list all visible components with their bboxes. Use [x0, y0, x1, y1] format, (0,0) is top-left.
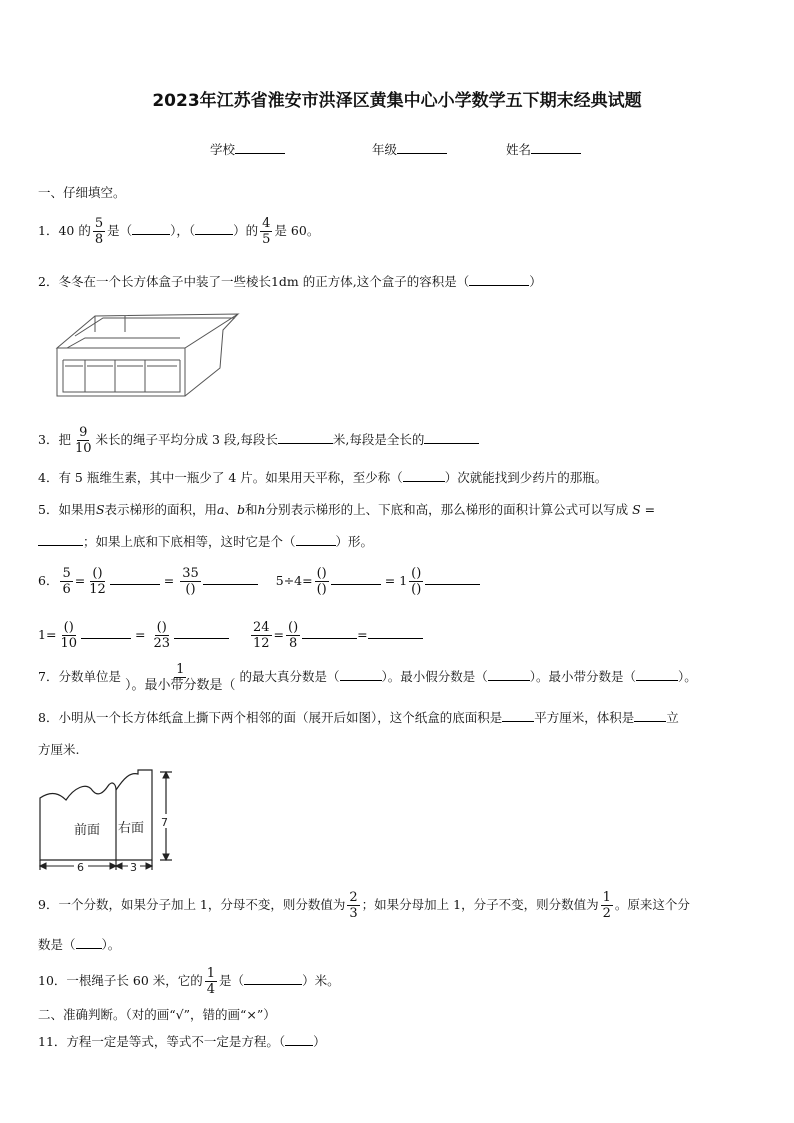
- box-figure: [55, 308, 245, 400]
- fraction: $\frac{4}{5}$: [262, 216, 271, 247]
- question-3: 3．把 $\frac{9}{10}$ 米长的绳子平均分成 3 段,每段长 米,每段是全长的: [38, 425, 479, 456]
- question-8: 8．小明从一个长方体纸盒上撕下两个相邻的面（展开后如图），这个纸盒的底面积是 平方厘米，体积是 立: [38, 710, 679, 725]
- section-2-heading: 二、准确判断。（对的画“√”，错的画“×”）: [38, 1007, 276, 1022]
- section-1-heading: 一、仔细填空。: [38, 185, 126, 200]
- question-6-row2: 1= $\frac{()}{10}$ = $\frac{()}{23}$ $\frac{24}{12}$ = $\frac{()}{8}$ =: [38, 620, 423, 651]
- question-2: 2．冬冬在一个长方体盒子中装了一些棱长1dm 的正方体,这个盒子的容积是（ ）: [38, 274, 542, 289]
- question-10: 10．一根绳子长 60 米，它的 $\frac{1}{4}$ 是（ ）米。: [38, 966, 340, 997]
- question-4: 4．有 5 瓶维生素，其中一瓶少了 4 片。如果用天平称，至少称（ ）次就能找到少药片的那瓶。: [38, 470, 608, 485]
- question-11: 11．方程一定是等式，等式不一定是方程。（ ）: [38, 1034, 326, 1049]
- question-9-cont: 数是（ ）。: [38, 937, 121, 952]
- right-face-label: 右面: [118, 821, 145, 836]
- front-face-label: 前面: [74, 823, 101, 838]
- page-title: 2023年江苏省淮安市洪泽区黄集中心小学数学五下期末经典试题: [152, 91, 642, 111]
- question-5-cont: ；如果上底和下底相等，这时它是个（ ）形。: [38, 532, 373, 550]
- name-field: [506, 140, 581, 158]
- question-6: 6． $\frac{5}{6}$ = $\frac{()}{12}$ = $\frac{35}{()}$ 5÷4= $\frac{()}{()}$ = 1 $\frac{()}{()}$: [38, 566, 480, 597]
- fraction: $\frac{5}{8}$: [94, 216, 104, 247]
- height-label-7: 7: [161, 816, 168, 829]
- fraction: $\frac{9}{10}$: [74, 425, 92, 456]
- name-label: 姓名: [506, 142, 532, 157]
- grade-label: 年级: [372, 142, 398, 157]
- question-5: 5．如果用S表示梯形的面积，用a、b和h分别表示梯形的上、下底和高，那么梯形的面积计算公式可以写成 S =: [38, 502, 656, 517]
- grade-field: [372, 140, 447, 158]
- school-label: 学校: [210, 142, 236, 157]
- question-1: 1．40 的 $\frac{5}{8}$ 是（ ），（ ）的 $\frac{4}{5}$ 是 60。: [38, 216, 320, 247]
- unfolded-faces-figure: [34, 768, 179, 880]
- question-8-cont: 方厘米.: [38, 742, 80, 757]
- question-9: 9．一个分数，如果分子加上 1，分母不变，则分数值为 $\frac{2}{3}$ ；如果分母加上 1，分子不变，则分数值为 $\frac{1}{2}$ 。原来这个分: [38, 890, 690, 921]
- width-label-6: 6: [77, 861, 84, 874]
- width-label-3: 3: [130, 861, 137, 874]
- question-7: 7．分数单位是 $\frac{1}{\text{）。最小带分数是（}}$ 的最大真分数是（ ）。最小假分数是（ ）。最小带分数是（ ）。: [38, 662, 697, 693]
- school-field: [210, 140, 285, 158]
